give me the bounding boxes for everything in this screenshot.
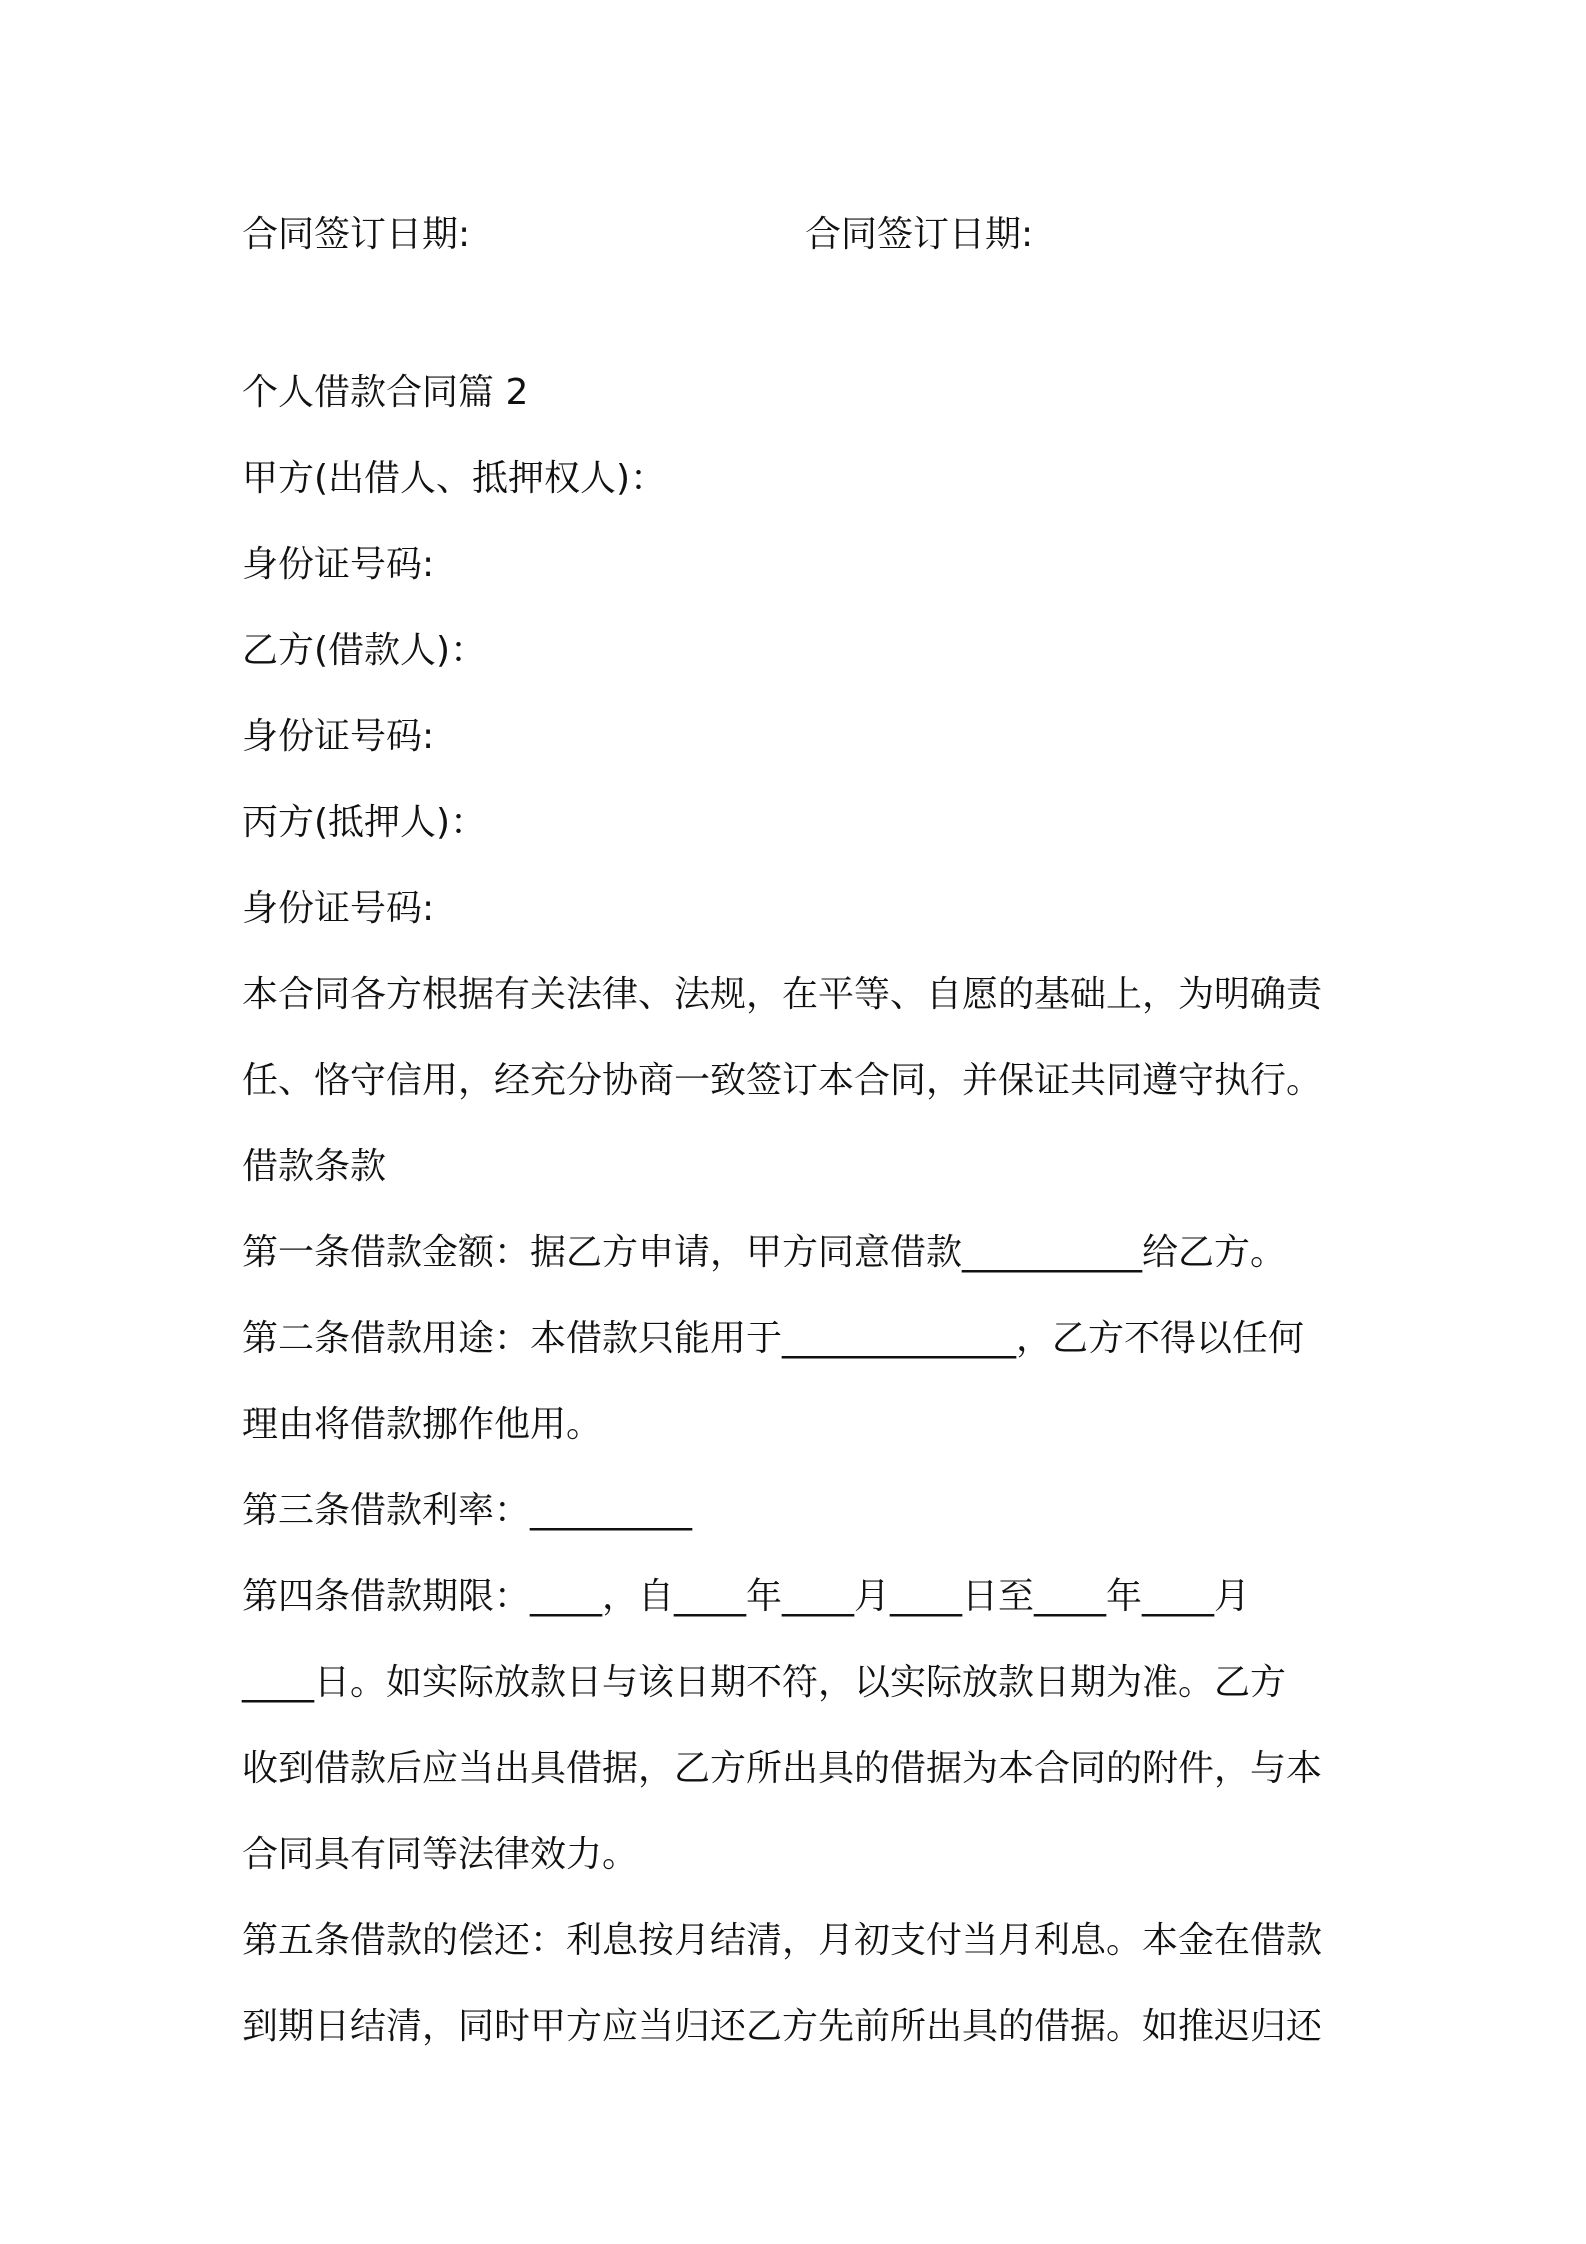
article-3-line: 第三条借款利率：_________ <box>242 1490 693 1531</box>
signature-date-right: 合同签订日期: <box>805 214 1034 255</box>
article-4-line-2: ____日。如实际放款日与该日期不符，以实际放款日期为准。乙方 <box>242 1662 1287 1703</box>
signature-date-left: 合同签订日期: <box>242 214 471 255</box>
article-5-line-1: 第五条借款的偿还：利息按月结清，月初支付当月利息。本金在借款 <box>242 1920 1323 1961</box>
article-5-line-2: 到期日结清，同时甲方应当归还乙方先前所出具的借据。如推迟归还 <box>242 2006 1323 2047</box>
loan-terms-heading: 借款条款 <box>242 1146 387 1187</box>
article-2-line-1: 第二条借款用途：本借款只能用于_____________，乙方不得以任何 <box>242 1318 1305 1359</box>
article-4-line-1: 第四条借款期限：____，自____年____月____日至____年____月 <box>242 1576 1251 1617</box>
article-1-line: 第一条借款金额：据乙方申请，甲方同意借款__________给乙方。 <box>242 1232 1287 1273</box>
party-a-id-line: 身份证号码: <box>242 544 435 585</box>
preamble-line-1: 本合同各方根据有关法律、法规，在平等、自愿的基础上，为明确责 <box>242 974 1323 1015</box>
section-title: 个人借款合同篇 2 <box>242 372 529 413</box>
party-b-id-line: 身份证号码: <box>242 716 435 757</box>
article-4-line-3: 收到借款后应当出具借据，乙方所出具的借据为本合同的附件，与本 <box>242 1748 1323 1789</box>
party-b-line: 乙方(借款人)： <box>242 630 487 671</box>
article-2-line-2: 理由将借款挪作他用。 <box>242 1404 603 1445</box>
article-4-line-4: 合同具有同等法律效力。 <box>242 1834 639 1875</box>
preamble-line-2: 任、恪守信用，经充分协商一致签订本合同，并保证共同遵守执行。 <box>242 1060 1323 1101</box>
party-c-id-line: 身份证号码: <box>242 888 435 929</box>
signature-date-row <box>242 205 1362 265</box>
party-a-line: 甲方(出借人、抵押权人)： <box>242 458 667 499</box>
party-c-line: 丙方(抵押人)： <box>242 802 487 843</box>
